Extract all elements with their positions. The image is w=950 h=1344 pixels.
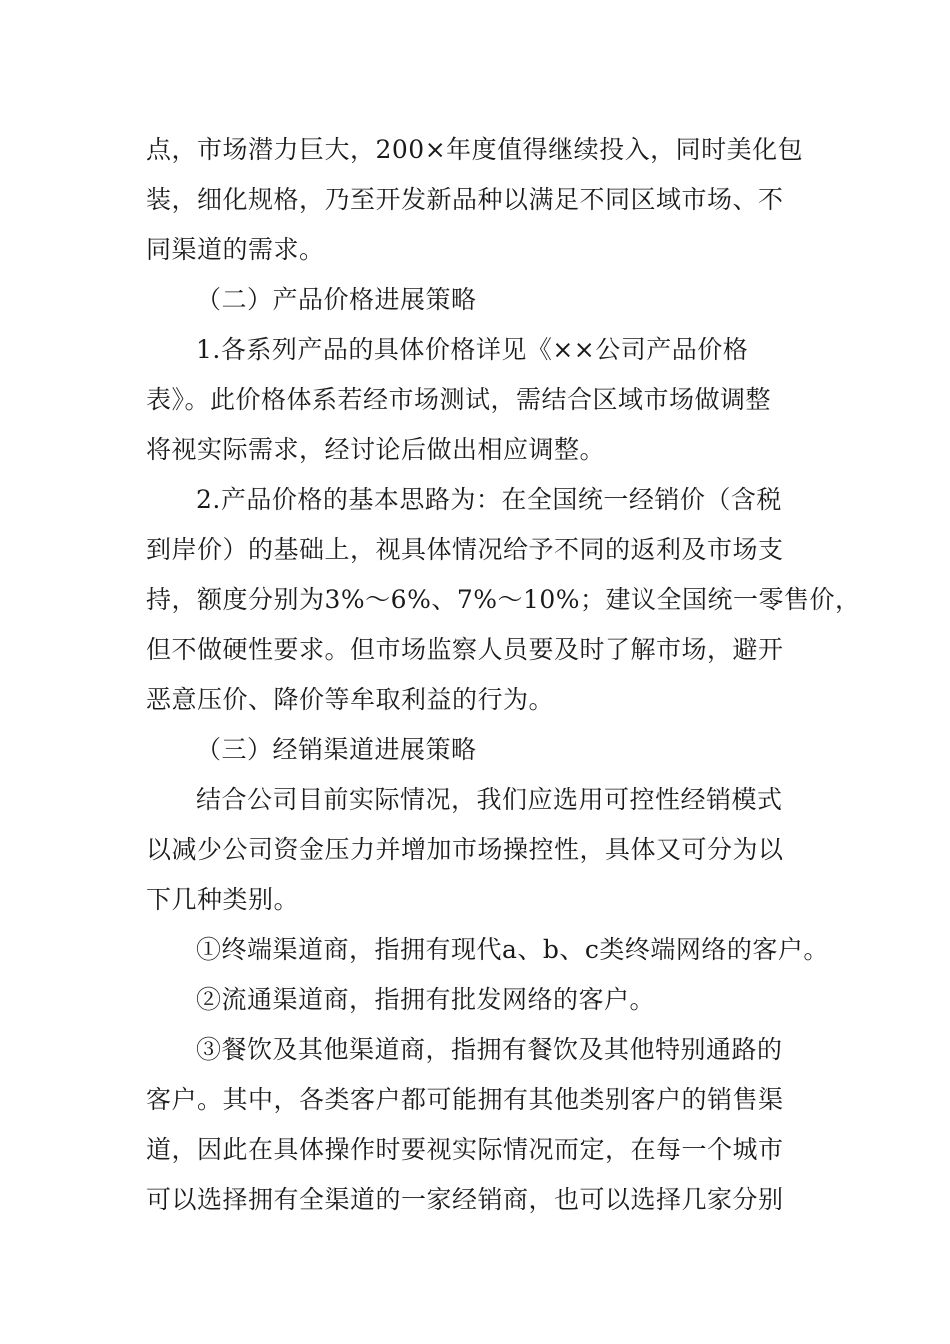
text-line: 以减少公司资金压力并增加市场操控性，具体又可分为以 [146,835,784,864]
text-line: 表》。此价格体系若经市场测试，需结合区域市场做调整 [146,385,772,414]
section-heading: （三）经销渠道进展策略 [196,735,477,764]
text-line: ②流通渠道商，指拥有批发网络的客户。 [196,985,656,1014]
text-line: 装，细化规格，乃至开发新品种以满足不同区域市场、不 [146,185,784,214]
text-line: 2.产品价格的基本思路为：在全国统一经销价（含税 [196,485,782,514]
text-line: 同渠道的需求。 [146,235,325,264]
text-line: ①终端渠道商，指拥有现代a、b、c类终端网络的客户。 [196,935,829,964]
text-line: 1.各系列产品的具体价格详见《××公司产品价格 [196,335,749,364]
text-line: 客户。其中，各类客户都可能拥有其他类别客户的销售渠 [146,1085,784,1114]
text-line: 到岸价）的基础上，视具体情况给予不同的返利及市场支 [146,535,784,564]
text-line: 恶意压价、降价等牟取利益的行为。 [146,685,555,714]
text-line: 但不做硬性要求。但市场监察人员要及时了解市场，避开 [146,635,784,664]
text-line: 可以选择拥有全渠道的一家经销商，也可以选择几家分别 [146,1185,784,1214]
text-line: 持，额度分别为3%～6%、7%～10%；建议全国统一零售价， [146,585,861,614]
text-line: 点，市场潜力巨大，200×年度值得继续投入，同时美化包 [146,135,804,164]
text-line: 道，因此在具体操作时要视实际情况而定，在每一个城市 [146,1135,784,1164]
section-heading: （二）产品价格进展策略 [196,285,477,314]
text-line: 结合公司目前实际情况，我们应选用可控性经销模式 [196,785,783,814]
text-line: 将视实际需求，经讨论后做出相应调整。 [146,435,606,464]
text-line: 下几种类别。 [146,885,300,914]
text-line: ③餐饮及其他渠道商，指拥有餐饮及其他特别通路的 [196,1035,783,1064]
